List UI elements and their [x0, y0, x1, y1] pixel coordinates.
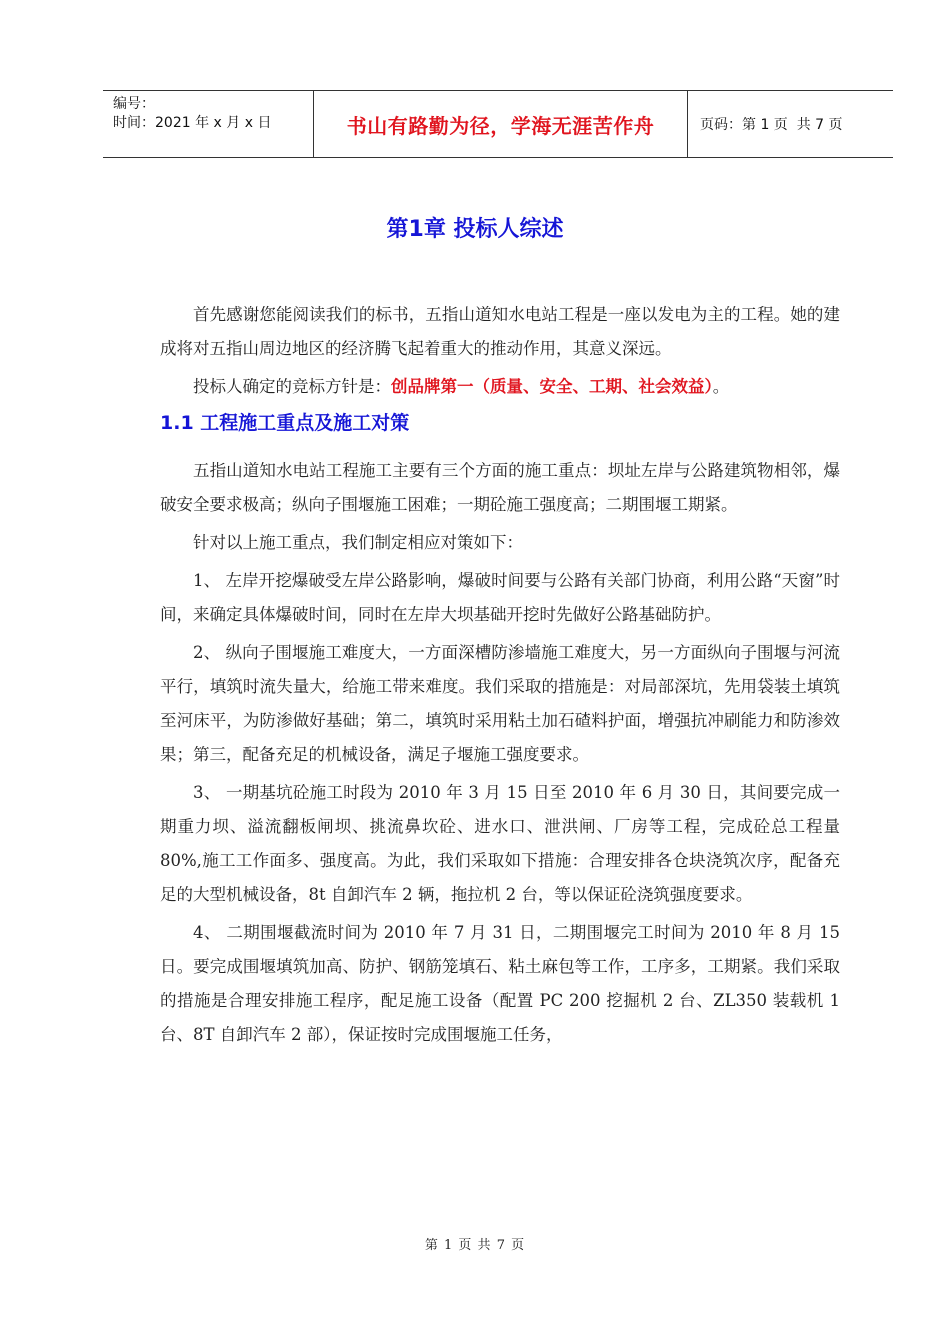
policy-prefix: 投标人确定的竞标方针是： [193, 377, 391, 396]
document-number-label: 编号： [113, 96, 155, 112]
measure-item-2: 2、 纵向子围堰施工难度大，一方面深槽防渗墙施工难度大，另一方面纵向子围堰与河流平行，填筑时流失量大，给施工带来难度。我们采取的措施是：对局部深坑，先用袋装土填筑至河床平，为防渗做好基础；第二，填筑时采用粘土加石碴料护面，增强抗冲刷能力和防渗效果；第三，配备充足的机械设备，满足子堰施工强度要求。 [160, 643, 840, 764]
header-meta [103, 91, 314, 157]
header-page-info-text: 页码：第 1 页 共 7 页 [700, 117, 843, 133]
section-paragraph: 五指山道知水电站工程施工主要有三个方面的施工重点：坝址左岸与公路建筑物相邻，爆破安全要求极高；纵向子围堰施工困难；一期砼施工强度高；二期围堰工期紧。 [160, 461, 840, 514]
section-heading: 1.1 工程施工重点及施工对策 [160, 412, 410, 434]
document-time-label: 时间：2021 年 x 月 x 日 [113, 115, 272, 131]
page-header [103, 90, 893, 158]
policy-paragraph [160, 370, 840, 404]
measure-item-4: 4、 二期围堰截流时间为 2010 年 7 月 31 日，二期围堰完工时间为 2010 年 8 月 15 日。要完成围堰填筑加高、防护、钢筋笼填石、粘土麻包等工作，工序多，工期紧。我们采取的措施是合理安排施工程序，配足施工设备（配置 PC 200 挖掘机 2 台、ZL350 装载机 1 台、8T 自卸汽车 2 部），保证按时完成围堰施工任务， [160, 923, 840, 1044]
measure-item-3: 3、 一期基坑砼施工时段为 2010 年 3 月 15 日至 2010 年 6 月 30 日，其间要完成一期重力坝、溢流翻板闸坝、挑流鼻坎砼、进水口、泄洪闸、厂房等工程，完成砼总工程量 80%,施工工作面多、强度高。为此，我们采取如下措施：合理安排各仓块浇筑次序，配备充足的大型机械设备，8t 自卸汽车 2 辆，拖拉机 2 台，等以保证砼浇筑强度要求。 [160, 783, 840, 904]
policy-suffix: 。 [712, 377, 730, 396]
chapter-title: 第1章 投标人综述 [386, 217, 564, 242]
section-paragraph: 针对以上施工重点，我们制定相应对策如下： [193, 533, 523, 552]
document-body [160, 298, 840, 1056]
measure-item-1: 1、 左岸开挖爆破受左岸公路影响，爆破时间要与公路有关部门协商，利用公路“天窗”时间，来确定具体爆破时间，同时在左岸大坝基础开挖时先做好公路基础防护。 [160, 571, 840, 624]
page-footer: 第 1 页 共 7 页 [424, 1238, 526, 1253]
header-motto: 书山有路勤为径，学海无涯苦作舟 [314, 91, 688, 157]
policy-highlight: 创品牌第一（质量、安全、工期、社会效益） [391, 377, 713, 396]
header-page-info [688, 91, 893, 157]
intro-paragraph: 首先感谢您能阅读我们的标书，五指山道知水电站工程是一座以发电为主的工程。她的建成将对五指山周边地区的经济腾飞起着重大的推动作用，其意义深远。 [160, 305, 840, 358]
